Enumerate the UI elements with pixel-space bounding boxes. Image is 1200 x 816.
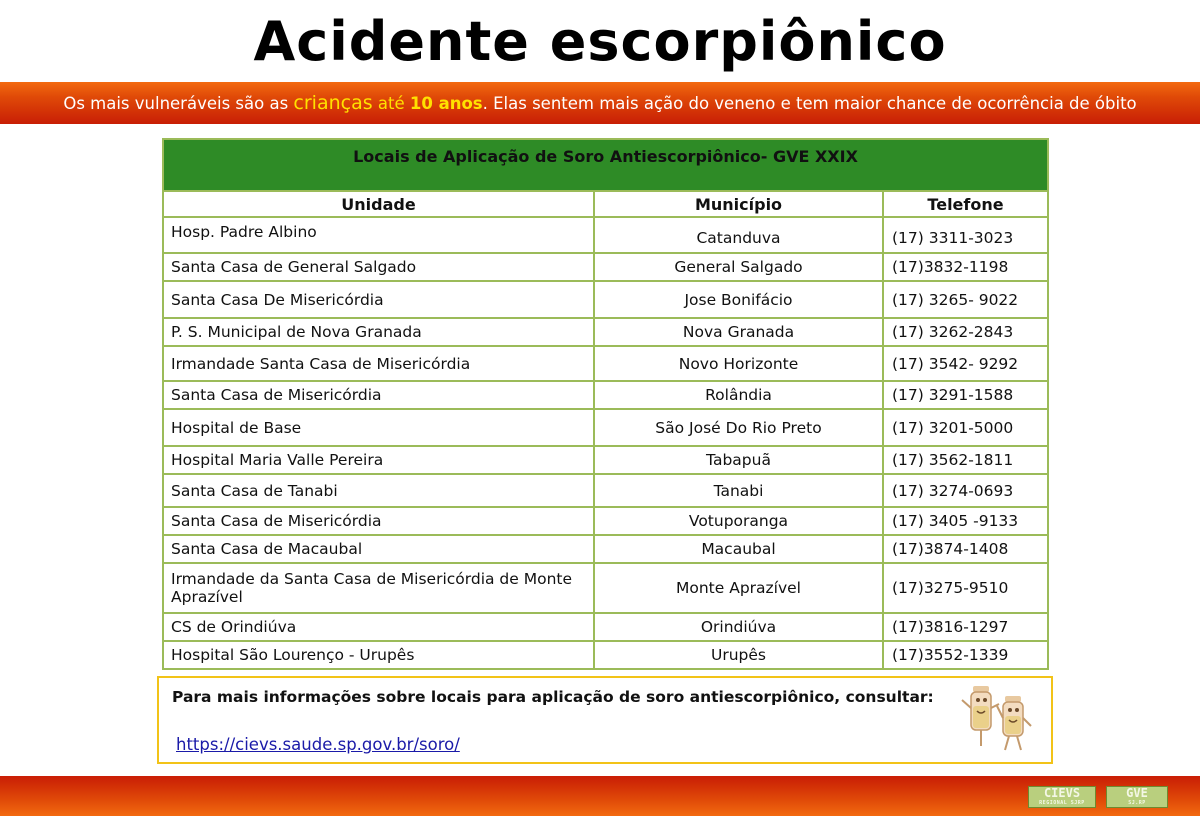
table-row bbox=[163, 446, 1048, 474]
cell-telefone: (17)3832-1198 bbox=[883, 253, 1048, 281]
cell-telefone: (17) 3262-2843 bbox=[883, 318, 1048, 346]
table-column-headers bbox=[163, 191, 1048, 217]
banner-part1: Os mais vulneráveis são as bbox=[63, 94, 294, 113]
table-heading: Locais de Aplicação de Soro Antiescorpiônico- GVE XXIX bbox=[163, 139, 1048, 191]
cell-municipio: Rolândia bbox=[594, 381, 883, 409]
cell-telefone: (17) 3201-5000 bbox=[883, 409, 1048, 446]
banner-age: 10 anos bbox=[409, 94, 483, 113]
banner-ate: até bbox=[372, 94, 410, 113]
cell-unidade: Hospital de Base bbox=[163, 409, 594, 446]
cell-municipio: Novo Horizonte bbox=[594, 346, 883, 381]
table-row bbox=[163, 507, 1048, 535]
cell-telefone: (17) 3274-0693 bbox=[883, 474, 1048, 507]
cievs-logo-text: CIEVS bbox=[1043, 786, 1081, 800]
serum-locations-panel bbox=[162, 138, 1047, 676]
cell-telefone: (17) 3405 -9133 bbox=[883, 507, 1048, 535]
cell-unidade: Hospital Maria Valle Pereira bbox=[163, 446, 594, 474]
cell-unidade: Santa Casa de Macaubal bbox=[163, 535, 594, 563]
cell-telefone: (17)3552-1339 bbox=[883, 641, 1048, 669]
serum-vial-mascot-icon bbox=[959, 684, 1039, 758]
cell-municipio: São José Do Rio Preto bbox=[594, 409, 883, 446]
gve-logo-text: GVE bbox=[1126, 786, 1148, 800]
cell-unidade: Irmandade Santa Casa de Misericórdia bbox=[163, 346, 594, 381]
cell-telefone: (17)3275-9510 bbox=[883, 563, 1048, 613]
cell-municipio: Nova Granada bbox=[594, 318, 883, 346]
cell-telefone: (17)3874-1408 bbox=[883, 535, 1048, 563]
cell-telefone: (17) 3291-1588 bbox=[883, 381, 1048, 409]
cell-municipio: Jose Bonifácio bbox=[594, 281, 883, 318]
bottom-banner bbox=[0, 776, 1200, 816]
table-row bbox=[163, 381, 1048, 409]
cievs-logo-subtext: REGIONAL SJRP bbox=[1039, 800, 1085, 806]
table-row bbox=[163, 217, 1048, 253]
soro-link[interactable]: https://cievs.saude.sp.gov.br/soro/ bbox=[176, 735, 460, 754]
cell-unidade: Hosp. Padre Albino bbox=[163, 217, 594, 253]
cell-municipio: Urupês bbox=[594, 641, 883, 669]
table-row bbox=[163, 281, 1048, 318]
banner-part2: . Elas sentem mais ação do veneno e tem maior chance de ocorrência de óbito bbox=[482, 94, 1137, 113]
cell-telefone: (17) 3311-3023 bbox=[883, 217, 1048, 253]
banner-text bbox=[0, 92, 1200, 114]
cell-municipio: Catanduva bbox=[594, 217, 883, 253]
table-row bbox=[163, 346, 1048, 381]
table-row bbox=[163, 535, 1048, 563]
info-text: Para mais informações sobre locais para aplicação de soro antiescorpiônico, consultar: bbox=[172, 688, 934, 706]
cell-unidade: Santa Casa de Misericórdia bbox=[163, 381, 594, 409]
cell-telefone: (17)3816-1297 bbox=[883, 613, 1048, 641]
cell-municipio: Votuporanga bbox=[594, 507, 883, 535]
cell-municipio: General Salgado bbox=[594, 253, 883, 281]
serum-locations-table bbox=[162, 138, 1049, 670]
column-header-unidade: Unidade bbox=[163, 191, 594, 217]
cell-unidade: Hospital São Lourenço - Urupês bbox=[163, 641, 594, 669]
column-header-telefone: Telefone bbox=[883, 191, 1048, 217]
cell-unidade: Santa Casa De Misericórdia bbox=[163, 281, 594, 318]
cell-unidade: P. S. Municipal de Nova Granada bbox=[163, 318, 594, 346]
cievs-logo bbox=[1028, 786, 1096, 808]
table-row bbox=[163, 641, 1048, 669]
cell-unidade: Irmandade da Santa Casa de Misericórdia de Monte Aprazível bbox=[163, 563, 594, 613]
gve-logo bbox=[1106, 786, 1168, 808]
table-row bbox=[163, 474, 1048, 507]
cell-unidade: CS de Orindiúva bbox=[163, 613, 594, 641]
table-row bbox=[163, 409, 1048, 446]
table-row bbox=[163, 613, 1048, 641]
cell-telefone: (17) 3265- 9022 bbox=[883, 281, 1048, 318]
gve-logo-subtext: SJ.RP bbox=[1128, 800, 1146, 806]
page-title: Acidente escorpiônico bbox=[253, 10, 947, 73]
table-row bbox=[163, 318, 1048, 346]
cell-unidade: Santa Casa de Misericórdia bbox=[163, 507, 594, 535]
cell-municipio: Macaubal bbox=[594, 535, 883, 563]
table-heading-row bbox=[163, 139, 1048, 191]
cell-telefone: (17) 3562-1811 bbox=[883, 446, 1048, 474]
table-row bbox=[163, 253, 1048, 281]
cell-telefone: (17) 3542- 9292 bbox=[883, 346, 1048, 381]
table-row bbox=[163, 563, 1048, 613]
info-box bbox=[157, 676, 1053, 764]
cell-municipio: Tanabi bbox=[594, 474, 883, 507]
banner-criancas: crianças bbox=[293, 92, 373, 114]
cell-municipio: Orindiúva bbox=[594, 613, 883, 641]
cell-unidade: Santa Casa de Tanabi bbox=[163, 474, 594, 507]
cell-municipio: Tabapuã bbox=[594, 446, 883, 474]
cell-municipio: Monte Aprazível bbox=[594, 563, 883, 613]
cell-unidade: Santa Casa de General Salgado bbox=[163, 253, 594, 281]
column-header-municipio: Município bbox=[594, 191, 883, 217]
